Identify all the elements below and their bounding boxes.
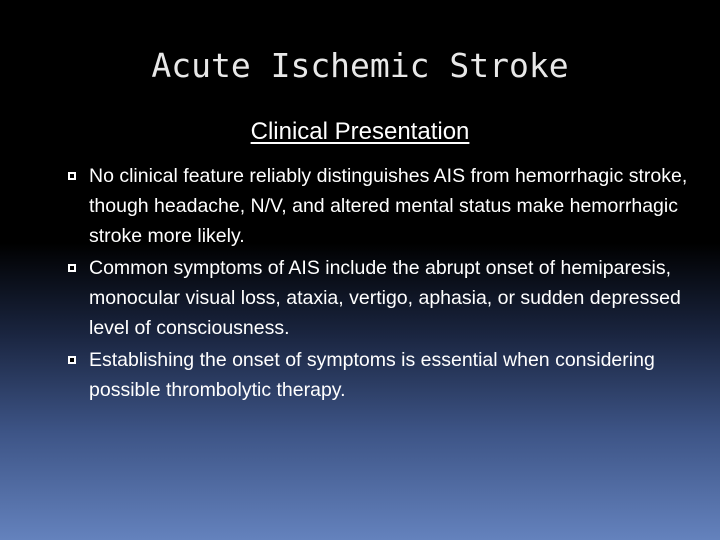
- slide-title: Acute Ischemic Stroke: [151, 46, 569, 85]
- bullet-text: Establishing the onset of symptoms is essential when considering possible thrombolytic therapy.: [89, 349, 655, 401]
- slide-subtitle: Clinical Presentation: [250, 118, 470, 145]
- bullet-item: [68, 253, 708, 343]
- bullet-text: No clinical feature reliably distinguishes AIS from hemorrhagic stroke, though headache, N/V, and altered mental status make hemorrhagic stroke more likely.: [89, 165, 688, 247]
- bullet-list: [68, 161, 708, 407]
- bullet-item: [68, 161, 708, 251]
- square-bullet-icon: [68, 264, 76, 272]
- square-bullet-icon: [68, 356, 76, 364]
- square-bullet-icon: [68, 172, 76, 180]
- bullet-text: Common symptoms of AIS include the abrupt onset of hemiparesis, monocular visual loss, ataxia, vertigo, aphasia, or sudden depressed level of consciousness.: [89, 257, 681, 339]
- bullet-item: [68, 345, 708, 405]
